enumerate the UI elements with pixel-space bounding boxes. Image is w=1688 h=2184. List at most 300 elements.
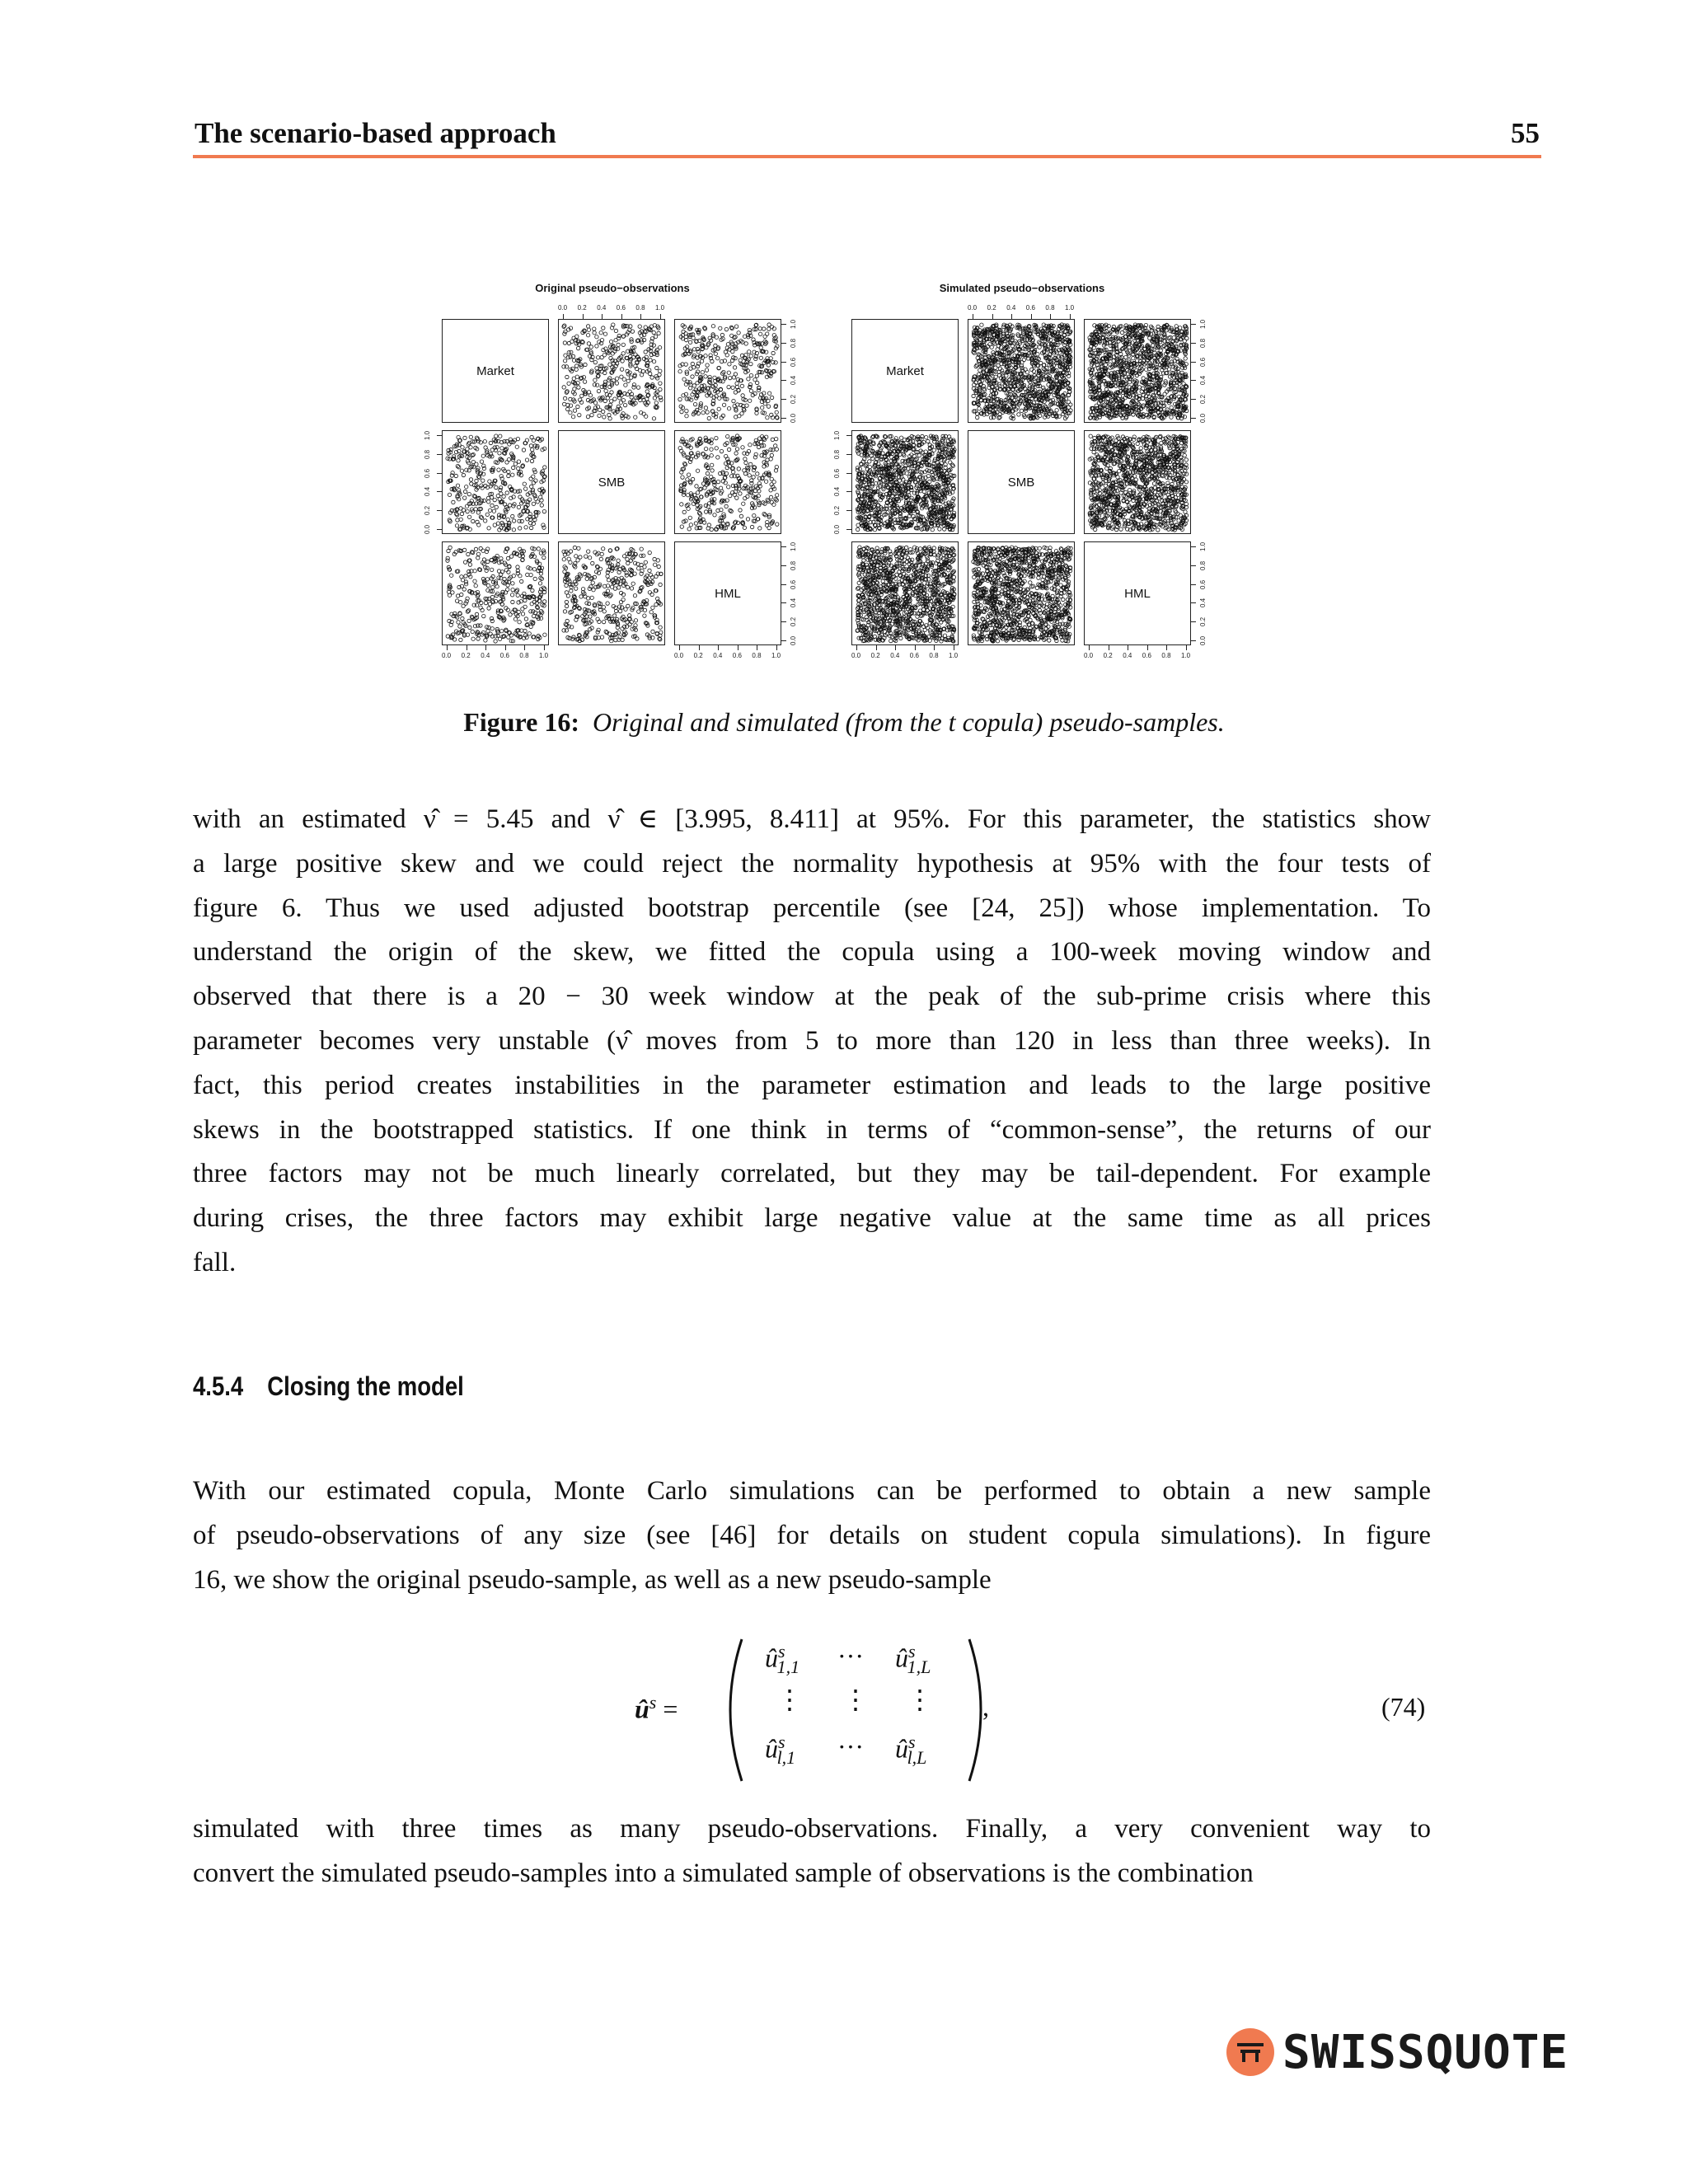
data-point	[694, 522, 697, 525]
data-point	[637, 610, 640, 613]
data-point	[494, 640, 497, 643]
data-point	[602, 620, 605, 623]
data-point	[1182, 382, 1185, 386]
data-point	[652, 417, 655, 420]
bottom-axis-tick-label: 0.4	[713, 652, 723, 659]
data-point	[734, 325, 738, 328]
data-point	[577, 546, 580, 550]
data-point	[1144, 368, 1147, 371]
data-point	[448, 518, 451, 522]
data-point	[691, 362, 694, 365]
data-point	[511, 473, 514, 476]
data-point	[1095, 363, 1099, 366]
data-point	[507, 474, 510, 477]
right-panel-title: Simulated pseudo−observations	[939, 282, 1105, 294]
data-point	[493, 523, 496, 527]
bottom-axis-tick-label: 1.0	[771, 652, 781, 659]
data-point	[583, 380, 586, 383]
variable-label: SMB	[598, 476, 626, 490]
figure-16	[0, 0, 1688, 742]
data-point	[741, 394, 744, 397]
data-point	[520, 579, 523, 583]
axis-tick-mark	[776, 645, 777, 650]
data-point	[705, 368, 708, 372]
data-point	[973, 383, 976, 387]
data-point	[770, 396, 773, 399]
data-point	[707, 416, 710, 419]
data-point	[697, 511, 701, 514]
data-point	[563, 569, 566, 573]
data-point	[576, 405, 579, 408]
bottom-axis-tick-label: 0.2	[693, 652, 703, 659]
left-axis-tick-label: 0.6	[424, 468, 431, 478]
data-point	[634, 619, 637, 622]
data-point	[490, 616, 493, 620]
scatter-points	[443, 431, 549, 534]
data-point	[645, 397, 649, 401]
axis-tick-mark	[524, 645, 525, 650]
data-point	[481, 486, 484, 490]
data-point	[655, 366, 659, 369]
data-point	[744, 461, 748, 464]
data-point	[767, 391, 771, 395]
data-point	[1132, 357, 1135, 360]
data-point	[481, 479, 485, 482]
data-point	[621, 352, 625, 355]
axis-tick-mark	[437, 454, 442, 455]
data-point	[680, 410, 683, 413]
data-point	[529, 477, 532, 480]
data-point	[659, 369, 662, 373]
data-point	[470, 569, 473, 573]
right-axis-tick-label: 0.8	[790, 560, 797, 570]
data-point	[570, 589, 573, 593]
data-point	[587, 328, 590, 331]
data-point	[524, 526, 528, 529]
data-point	[604, 630, 607, 633]
data-point	[470, 615, 473, 618]
data-point	[644, 350, 647, 354]
bottom-axis-tick-label: 0.6	[499, 652, 509, 659]
data-point	[469, 435, 472, 438]
data-point	[606, 602, 609, 605]
data-point	[754, 438, 757, 442]
data-point	[762, 438, 766, 441]
data-point	[596, 356, 599, 359]
data-point	[737, 467, 740, 471]
data-point	[643, 608, 646, 612]
data-point	[740, 384, 743, 387]
data-point	[634, 415, 637, 419]
data-point	[775, 465, 778, 468]
data-point	[731, 484, 734, 487]
data-point	[472, 603, 476, 607]
data-point	[706, 410, 709, 414]
data-point	[762, 512, 766, 515]
data-point	[720, 333, 724, 336]
data-point	[728, 363, 731, 366]
axis-tick-mark	[781, 418, 786, 419]
data-point	[458, 625, 462, 628]
axis-tick-mark	[437, 435, 442, 436]
data-point	[648, 569, 651, 572]
data-point	[517, 505, 520, 509]
data-point	[746, 494, 749, 498]
data-point	[1167, 368, 1170, 371]
data-point	[645, 390, 649, 393]
data-point	[738, 492, 742, 495]
data-point	[448, 493, 451, 496]
data-point	[456, 518, 459, 522]
data-point	[659, 583, 662, 586]
data-point	[749, 462, 753, 466]
data-point	[516, 569, 519, 572]
axis-tick-mark	[485, 645, 486, 650]
data-point	[613, 587, 617, 590]
data-point	[612, 614, 616, 617]
data-point	[715, 335, 718, 339]
data-point	[606, 570, 609, 574]
data-point	[749, 362, 753, 365]
data-point	[613, 397, 617, 401]
data-point	[609, 340, 612, 343]
top-axis-tick-label: 0.6	[616, 304, 626, 312]
data-point	[488, 602, 491, 606]
right-axis-tick-label: 0.2	[790, 395, 797, 405]
data-point	[530, 485, 533, 488]
data-point	[590, 596, 593, 599]
data-point	[654, 563, 657, 566]
data-point	[532, 614, 536, 617]
data-point	[733, 366, 736, 369]
data-point	[766, 416, 769, 419]
axis-tick-mark	[563, 314, 564, 319]
data-point	[460, 469, 463, 472]
data-point	[575, 375, 579, 378]
data-point	[656, 559, 659, 562]
axis-tick-mark	[781, 324, 786, 325]
data-point	[461, 446, 464, 449]
data-point	[776, 523, 779, 526]
data-point	[456, 484, 459, 487]
bottom-axis-tick-label: 0.6	[732, 652, 742, 659]
data-point	[704, 510, 707, 513]
data-point	[726, 434, 729, 438]
data-point	[589, 345, 593, 349]
data-point	[735, 382, 738, 385]
right-axis-tick-label: 1.0	[790, 319, 797, 329]
data-point	[621, 343, 625, 346]
axis-tick-mark	[679, 645, 680, 650]
data-point	[737, 331, 740, 335]
bottom-axis-tick-label: 0.0	[442, 652, 452, 659]
data-point	[590, 413, 593, 416]
data-point	[607, 413, 611, 416]
data-point	[520, 519, 523, 523]
axis-tick-mark	[781, 640, 786, 641]
axis-tick-mark	[640, 314, 641, 319]
data-point	[470, 508, 473, 511]
data-point	[537, 547, 540, 551]
data-point	[682, 330, 685, 333]
data-point	[606, 574, 609, 578]
data-point	[682, 510, 686, 513]
data-point	[1067, 401, 1070, 404]
data-point	[714, 352, 717, 355]
data-point	[1165, 329, 1168, 332]
data-point	[463, 490, 467, 493]
data-point	[476, 556, 480, 560]
data-point	[481, 549, 485, 552]
data-point	[490, 627, 494, 630]
left-scatter-market-vs-smb	[558, 319, 665, 423]
data-point	[515, 445, 518, 448]
data-point	[599, 331, 603, 335]
data-point	[763, 335, 767, 338]
variable-label: Market	[886, 364, 924, 378]
data-point	[577, 386, 580, 389]
left-axis-tick-label: 0.8	[424, 449, 431, 459]
data-point	[512, 528, 515, 532]
data-point	[701, 411, 705, 415]
data-point	[1142, 377, 1145, 380]
data-point	[473, 569, 476, 573]
data-point	[711, 325, 715, 328]
data-point	[706, 363, 709, 367]
data-point	[613, 349, 617, 353]
data-point	[680, 503, 683, 506]
data-point	[756, 472, 759, 476]
data-point	[684, 363, 687, 366]
data-point	[611, 352, 614, 355]
data-point	[649, 611, 653, 614]
data-point	[501, 598, 504, 601]
data-point	[704, 406, 707, 410]
data-point	[593, 331, 596, 335]
data-point	[467, 456, 471, 459]
data-point	[486, 560, 490, 563]
data-point	[481, 454, 485, 457]
axis-tick-mark	[437, 529, 442, 530]
data-point	[576, 559, 579, 562]
data-point	[700, 359, 703, 363]
data-point	[1183, 415, 1186, 419]
data-point	[529, 625, 532, 628]
data-point	[471, 460, 475, 463]
data-point	[474, 584, 477, 588]
data-point	[467, 492, 471, 495]
data-point	[508, 504, 511, 507]
data-point	[490, 568, 494, 571]
data-point	[470, 482, 473, 485]
data-point	[506, 518, 509, 521]
data-point	[715, 447, 718, 450]
data-point	[499, 434, 502, 438]
left-diag-market	[442, 319, 549, 423]
data-point	[687, 473, 690, 476]
data-point	[1038, 345, 1041, 349]
data-point	[608, 363, 612, 366]
data-point	[649, 359, 652, 362]
data-point	[446, 559, 449, 562]
data-point	[602, 410, 605, 413]
data-point	[690, 398, 693, 401]
data-point	[530, 602, 533, 606]
data-point	[586, 325, 589, 328]
axis-tick-mark	[781, 621, 786, 622]
data-point	[450, 574, 453, 577]
data-point	[990, 345, 993, 349]
data-point	[704, 375, 707, 378]
data-point	[562, 386, 565, 389]
data-point	[595, 367, 598, 370]
data-point	[749, 354, 753, 358]
bottom-axis-tick-label: 0.8	[519, 652, 529, 659]
axis-tick-mark	[544, 645, 545, 650]
data-point	[573, 546, 576, 549]
data-point	[707, 342, 710, 345]
data-point	[579, 595, 583, 598]
data-point	[644, 560, 647, 564]
data-point	[529, 610, 532, 613]
data-point	[636, 386, 640, 389]
data-point	[517, 460, 520, 463]
data-point	[713, 513, 716, 517]
data-point	[540, 504, 543, 507]
data-point	[770, 477, 773, 480]
data-point	[767, 399, 770, 402]
data-point	[606, 396, 609, 400]
data-point	[457, 459, 460, 462]
data-point	[529, 444, 532, 448]
data-point	[710, 454, 713, 457]
data-point	[565, 604, 568, 607]
data-point	[710, 469, 714, 472]
data-point	[525, 458, 528, 462]
top-axis-tick-label: 0.4	[597, 304, 607, 312]
data-point	[592, 588, 595, 592]
axis-tick-mark	[781, 399, 786, 400]
left-scatter-hml-vs-market	[442, 541, 549, 645]
data-point	[767, 327, 771, 330]
data-point	[480, 601, 483, 604]
data-point	[468, 626, 471, 629]
data-point	[500, 630, 504, 633]
data-point	[562, 629, 565, 632]
data-point	[744, 342, 748, 345]
data-point	[471, 630, 474, 633]
left-axis-tick-label: 0.0	[424, 524, 431, 534]
data-point	[617, 343, 620, 346]
data-point	[465, 468, 468, 471]
data-point	[462, 473, 465, 476]
data-point	[542, 523, 545, 527]
data-point	[1151, 344, 1154, 347]
data-point	[1151, 393, 1155, 396]
data-point	[1014, 393, 1017, 396]
right-scatter-market-vs-hml	[1084, 319, 1191, 423]
data-point	[511, 600, 514, 603]
data-point	[574, 561, 577, 565]
data-point	[685, 397, 688, 401]
data-point	[523, 482, 526, 485]
data-point	[622, 377, 626, 381]
data-point	[974, 381, 978, 384]
data-point	[507, 470, 510, 473]
data-point	[688, 516, 692, 519]
data-point	[735, 448, 738, 451]
data-point	[757, 445, 760, 448]
data-point	[996, 348, 999, 351]
data-point	[745, 404, 748, 407]
data-point	[734, 415, 738, 419]
data-point	[731, 386, 734, 389]
data-point	[619, 600, 622, 603]
data-point	[476, 520, 479, 523]
data-point	[595, 383, 598, 387]
data-point	[678, 370, 682, 373]
data-point	[563, 610, 566, 613]
data-point	[498, 452, 501, 455]
data-point	[637, 567, 640, 570]
data-point	[727, 371, 730, 374]
data-point	[698, 513, 701, 516]
data-point	[462, 604, 465, 607]
data-point	[626, 604, 630, 607]
data-point	[1163, 340, 1166, 343]
data-point	[629, 376, 632, 379]
data-point	[724, 350, 727, 354]
data-point	[650, 376, 654, 379]
data-point	[597, 389, 600, 392]
bottom-axis-tick-label: 0.2	[461, 652, 471, 659]
right-axis-tick-label: 0.4	[790, 376, 797, 386]
data-point	[567, 382, 570, 385]
data-point	[618, 609, 621, 612]
data-point	[600, 635, 603, 639]
data-point	[467, 552, 470, 555]
data-point	[1172, 336, 1175, 340]
data-point	[540, 499, 543, 502]
data-point	[573, 387, 576, 391]
data-point	[472, 494, 476, 498]
data-point	[774, 361, 777, 364]
data-point	[610, 400, 613, 403]
data-point	[620, 368, 623, 371]
data-point	[678, 397, 682, 401]
data-point	[565, 591, 568, 594]
data-point	[692, 384, 696, 387]
data-point	[460, 575, 463, 579]
data-point	[604, 389, 607, 392]
data-point	[698, 437, 701, 440]
data-point	[469, 478, 472, 481]
data-point	[659, 398, 663, 401]
data-point	[607, 579, 610, 582]
data-point	[691, 375, 694, 378]
data-point	[462, 548, 466, 551]
data-point	[727, 407, 730, 410]
data-point	[758, 332, 762, 335]
data-point	[626, 561, 630, 565]
data-point	[466, 455, 469, 458]
data-point	[448, 593, 451, 597]
data-point	[467, 609, 470, 612]
data-point	[749, 389, 753, 392]
data-point	[724, 327, 728, 330]
bottom-axis-tick-label: 0.0	[674, 652, 684, 659]
data-point	[463, 496, 467, 499]
